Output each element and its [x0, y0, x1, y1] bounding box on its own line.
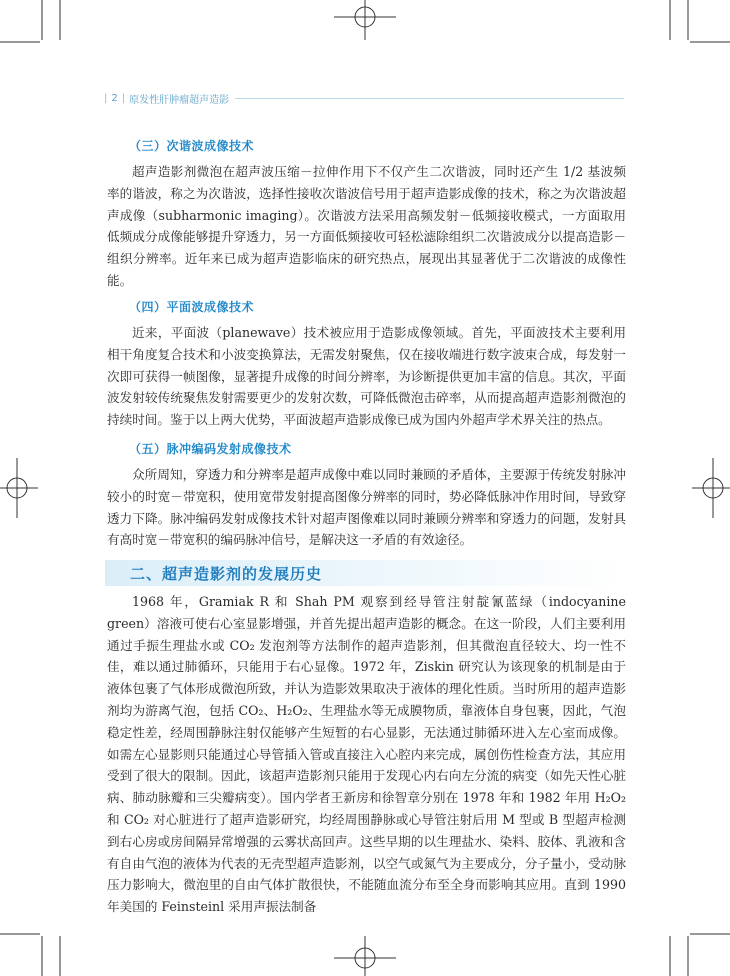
crop-mark-bottom-left-icon — [0, 934, 60, 976]
subsection-title-4: （四）平面波成像技术 — [129, 300, 255, 314]
registration-mark-top-icon — [334, 0, 396, 40]
crop-mark-bottom-right-icon — [670, 934, 730, 976]
paragraph-planewave: 近来，平面波（planewave）技术被应用于造影成像领域。首先，平面波技术主要利用相干角度复合技术和小波变换算法，无需发射聚焦，仅在接收端进行数字波束合成，每发射一次即可获得一帧图像，显著提升成像的时间分辨率，为诊断提供更加丰富的信息。其次，平面波发射较传统聚焦发射需要更少的发射次数，可降低微泡击碎率，从而提高超声造影剂微泡的持续时间。鉴于以上两大优势，平面波超声造影成像已成为国内外超声学术界关注的热点。 — [107, 325, 626, 428]
section-title: 二、超声造影剂的发展历史 — [130, 565, 323, 583]
page-number: 2 — [111, 92, 118, 104]
subsection-title-5: （五）脉冲编码发射成像技术 — [129, 442, 292, 456]
header-divider: | — [121, 92, 126, 104]
crop-mark-top-right-icon — [670, 0, 730, 42]
paragraph-subharmonic: 超声造影剂微泡在超声波压缩－拉伸作用下不仅产生二次谐波，同时还产生 1/2 基波频率的谐波，称之为次谐波，选择性接收次谐波信号用于超声造影成像的技术，称之为次谐波超声成像（subharmonic imaging）。次谐波方法采用高频发射－低频接收模式，一方面取用低频成分成像能够提升穿透力，另一方面低频接收可轻松滤除组织二次谐波成分以提高造影－组织分辨率。近年来已成为超声造影临床的研究热点，展现出其显著优于二次谐波的成像性能。 — [107, 164, 626, 288]
book-title: 原发性肝肿瘤超声造影 — [129, 94, 230, 106]
paragraph-pulse-coding: 众所周知，穿透力和分辨率是超声成像中难以同时兼顾的矛盾体，主要源于传统发射脉冲较小的时宽－带宽积，使用宽带发射提高图像分辨率的同时，势必降低脉冲作用时间，导致穿透力下降。脉冲编码发射成像技术针对超声图像难以同时兼顾分辨率和穿透力的问题，发射具有高时宽－带宽积的编码脉冲信号，是解决这一矛盾的有效途径。 — [107, 467, 626, 548]
subsection-title-3: （三）次谐波成像技术 — [129, 139, 255, 153]
header-rule — [235, 98, 624, 99]
registration-mark-right-icon — [692, 458, 730, 518]
paragraph-history: 1968 年，Gramiak R 和 Shah PM 观察到经导管注射靛氰蓝绿（indocyanine green）溶液可使右心室显影增强，并首先提出超声造影的概念。在这一阶段，人们主要利用通过手振生理盐水或 CO₂ 发泡剂等方法制作的超声造影剂，但其微泡直径较大、均一性不佳，难以通过肺循环，只能用于右心显像。1972 年，Ziskin 研究认为该现象的机制是由于液体包裹了气体形成微泡所致，并认为造影效果取决于液体的理化性质。当时所用的超声造影剂均为游离气泡，包括 CO₂、H₂O₂、生理盐水等无成膜物质，靠液体自身包裹，因此，气泡稳定性差，经周围静脉注射仅能够产生短暂的右心显影，无法通过肺循环进入左心室而成像。如需左心显影则只能通过心导管插入管或直接注入心腔内来完成，属创伤性检查方法，其应用受到了很大的限制。因此，该超声造影剂只能用于发现心内右向左分流的病变（如先天性心脏病、肺动脉瓣和三尖瓣病变）。国内学者王新房和徐智章分别在 1978 年和 1982 年用 H₂O₂ 和 CO₂ 对心脏进行了超声造影研究，均经周围静脉或心导管注射后用 M 型或 B 型超声检测到右心房或房间隔异常增强的云雾状高回声。这些早期的以生理盐水、染料、胶体、乳液和含有自由气泡的液体为代表的无壳型超声造影剂，以空气或氮气为主要成分，分子量小，受动脉压力影响大，微泡里的自由气体扩散很快，不能随血流分布至全身而影响其应用。直到 1990 年美国的 Feinsteinl 采用声振法制备 — [107, 594, 626, 915]
crop-mark-top-left-icon — [0, 0, 60, 42]
header-divider: | — [104, 92, 108, 104]
registration-mark-left-icon — [0, 458, 38, 518]
registration-mark-bottom-icon — [334, 936, 396, 976]
running-header — [100, 89, 624, 107]
